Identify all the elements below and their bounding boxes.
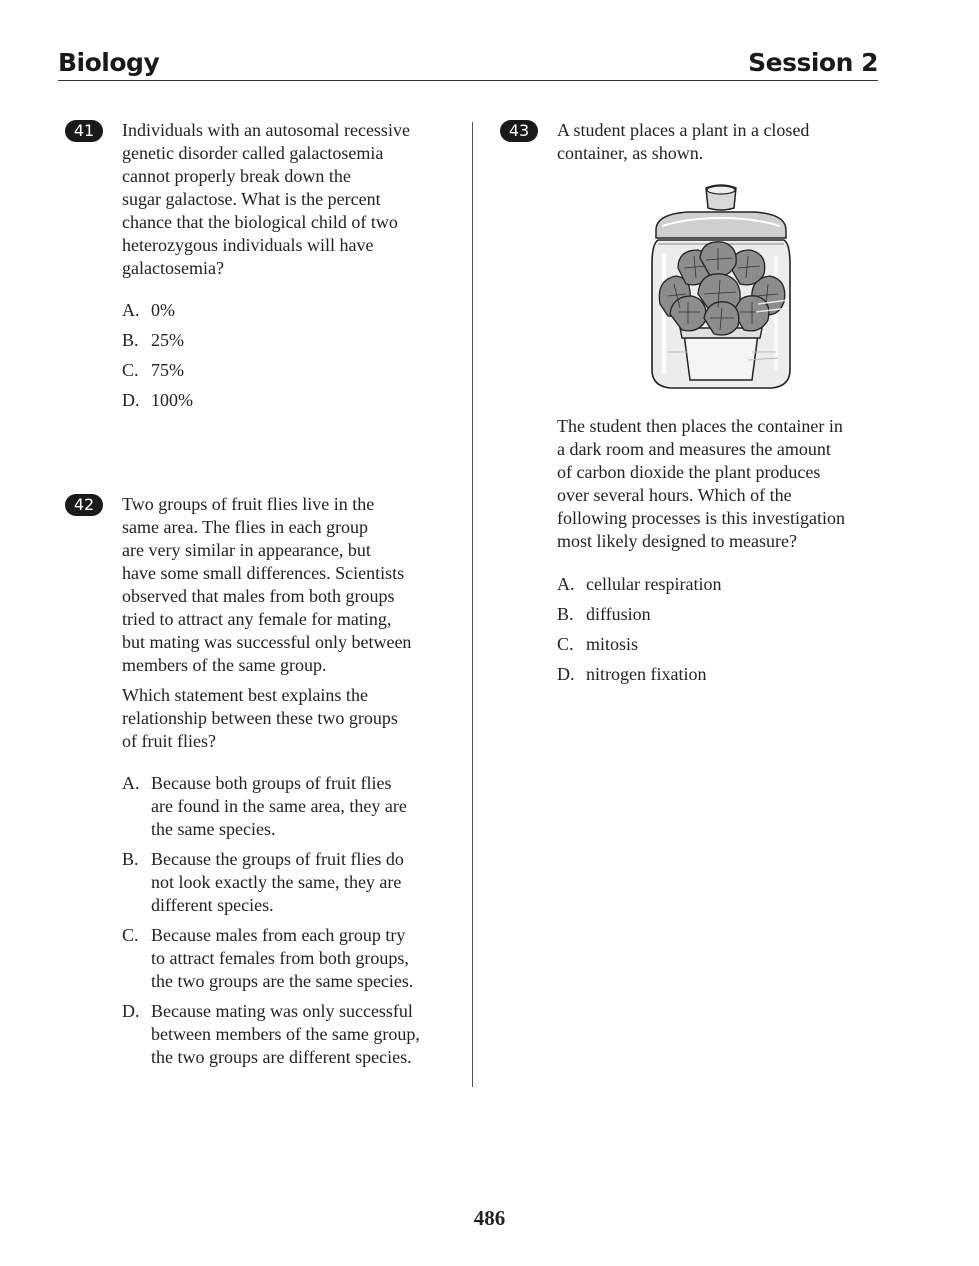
option-d[interactable]: [122, 1000, 467, 1069]
option-c[interactable]: [122, 924, 467, 993]
option-text: cellular respiration: [586, 574, 722, 594]
plant-in-jar-illustration: [648, 184, 794, 394]
option-d[interactable]: [557, 663, 892, 686]
column-divider: [472, 122, 473, 1087]
question-43-prompt: [557, 415, 892, 553]
stem-line: relationship between these two groups: [122, 708, 398, 728]
option-c[interactable]: [122, 359, 462, 382]
stem-line: members of the same group.: [122, 655, 327, 675]
stem-line: a dark room and measures the amount: [557, 439, 831, 459]
option-text: Because males from each group try to attract females from both groups, the two groups are the same species.: [151, 925, 414, 991]
option-letter: C.: [557, 634, 574, 654]
stem-line: container, as shown.: [557, 143, 704, 163]
stem-line: The student then places the container in: [557, 416, 843, 436]
stem-line: sugar galactose. What is the percent: [122, 189, 381, 209]
question-43-stem: [557, 119, 887, 165]
option-letter: C.: [122, 360, 139, 380]
option-letter: D.: [122, 1001, 140, 1021]
question-43-options: [557, 573, 892, 686]
question-41-options: [122, 299, 462, 412]
option-text: Because both groups of fruit flies are found in the same area, they are the same species.: [151, 773, 407, 839]
option-text: 0%: [151, 300, 175, 320]
stem-line: Individuals with an autosomal recessive: [122, 120, 410, 140]
session-title: Session 2: [748, 48, 878, 77]
stem-line: of fruit flies?: [122, 731, 216, 751]
option-text: mitosis: [586, 634, 639, 654]
option-b[interactable]: [122, 329, 462, 352]
option-c[interactable]: [557, 633, 892, 656]
stem-line: observed that males from both groups: [122, 586, 395, 606]
stem-line: genetic disorder called galactosemia: [122, 143, 384, 163]
option-letter: C.: [122, 925, 139, 945]
question-42-number: 42: [65, 494, 103, 516]
question-41-stem: [122, 119, 462, 280]
option-letter: A.: [122, 300, 140, 320]
question-43-number: 43: [500, 120, 538, 142]
question-42-options: [122, 772, 467, 1069]
option-a[interactable]: [557, 573, 892, 596]
stem-line: most likely designed to measure?: [557, 531, 797, 551]
stem-line: heterozygous individuals will have: [122, 235, 374, 255]
stem-line: over several hours. Which of the: [557, 485, 792, 505]
question-41-number: 41: [65, 120, 103, 142]
option-letter: B.: [557, 604, 574, 624]
stem-line: Two groups of fruit flies live in the: [122, 494, 375, 514]
stem-line: following processes is this investigation: [557, 508, 845, 528]
question-42-stem: [122, 493, 467, 677]
option-text: nitrogen fixation: [586, 664, 707, 684]
stem-line: same area. The flies in each group: [122, 517, 369, 537]
option-letter: D.: [557, 664, 575, 684]
option-a[interactable]: [122, 772, 467, 841]
stem-line: are very similar in appearance, but: [122, 540, 371, 560]
stem-line: but mating was successful only between: [122, 632, 412, 652]
stem-line: galactosemia?: [122, 258, 224, 278]
option-text: 25%: [151, 330, 184, 350]
option-letter: A.: [557, 574, 575, 594]
option-text: 75%: [151, 360, 184, 380]
option-letter: D.: [122, 390, 140, 410]
option-b[interactable]: [122, 848, 467, 917]
option-text: diffusion: [586, 604, 651, 624]
option-b[interactable]: [557, 603, 892, 626]
stem-line: have some small differences. Scientists: [122, 563, 405, 583]
stem-line: chance that the biological child of two: [122, 212, 398, 232]
option-letter: B.: [122, 849, 139, 869]
stem-line: Which statement best explains the: [122, 685, 368, 705]
page-number: 486: [473, 1206, 506, 1230]
option-a[interactable]: [122, 299, 462, 322]
option-letter: B.: [122, 330, 139, 350]
option-text: 100%: [151, 390, 193, 410]
option-text: Because the groups of fruit flies do not look exactly the same, they are different species.: [151, 849, 404, 915]
stem-line: cannot properly break down the: [122, 166, 351, 186]
option-text: Because mating was only successful between members of the same group, the two groups are different species.: [151, 1001, 420, 1067]
stem-line: of carbon dioxide the plant produces: [557, 462, 821, 482]
question-42-prompt: [122, 684, 467, 753]
option-d[interactable]: [122, 389, 462, 412]
option-letter: A.: [122, 773, 140, 793]
stem-line: tried to attract any female for mating,: [122, 609, 392, 629]
subject-title: Biology: [58, 48, 160, 77]
page-header: [58, 46, 878, 81]
stem-line: A student places a plant in a closed: [557, 120, 810, 140]
